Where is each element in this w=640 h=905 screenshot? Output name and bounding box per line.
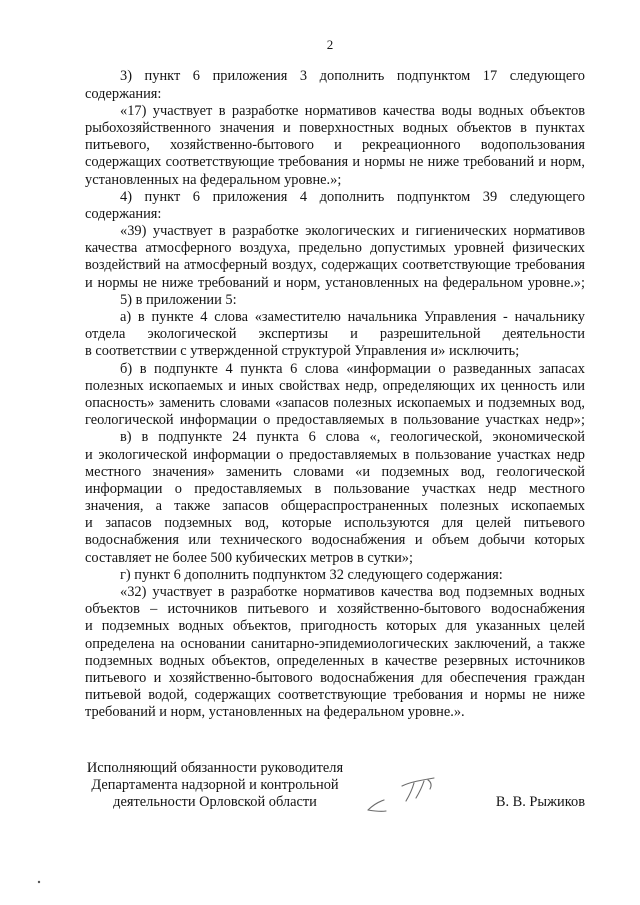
text-line: полезных ископаемых и иных свойствах недр, определяющих их ценность или bbox=[85, 377, 585, 394]
text-line: подземных водных объектов, определенных в качестве резервных источников bbox=[85, 652, 585, 669]
paragraph-item-4 bbox=[85, 189, 585, 223]
text-line: г) пункт 6 дополнить подпунктом 32 следующего содержания: bbox=[120, 566, 503, 583]
text-line: установленных на федеральном уровне.»; bbox=[85, 171, 342, 188]
text-line: содержащих соответствующие требования и нормы не ниже требований и норм, bbox=[85, 154, 585, 171]
text-line: качества атмосферного воздуха, предельно допустимых уровней физических bbox=[85, 240, 585, 257]
text-line: в соответствии с утвержденной структурой Управления и» исключить; bbox=[85, 343, 520, 360]
text-line: «32) участвует в разработке нормативов качества вод подземных водных bbox=[120, 584, 585, 601]
paragraph-subitem-g bbox=[85, 567, 585, 584]
signatory-position-line: Исполняющий обязанности руководителя bbox=[86, 759, 344, 776]
text-line: и экологической информации о предоставляемых в пользование участках недр bbox=[85, 446, 585, 463]
text-line: в) в подпункте 24 пункта 6 слова «, геологической, экономической bbox=[120, 429, 585, 446]
paragraph-subitem-17 bbox=[85, 103, 585, 189]
text-line: и нормы не ниже требований и норм, установленных на федеральном уровне.»; bbox=[85, 274, 585, 291]
text-line: и подземных водных объектов, пригодность которых для указанных целей bbox=[85, 618, 585, 635]
page-number: 2 bbox=[326, 37, 334, 52]
text-line: 5) в приложении 5: bbox=[120, 291, 237, 308]
paragraph-subitem-39 bbox=[85, 223, 585, 292]
text-line: содержания: bbox=[85, 205, 162, 222]
text-line: составляет не более 500 кубических метров в сутки»; bbox=[85, 549, 413, 566]
paragraph-subitem-a bbox=[85, 309, 585, 361]
text-line: требований и норм, установленных на федеральном уровне.». bbox=[85, 704, 465, 721]
paragraph-item-5 bbox=[85, 292, 585, 309]
text-line: геологической информации о предоставляемых в пользование участках недр»; bbox=[85, 412, 585, 429]
text-line: а) в пункте 4 слова «заместителю начальника Управления - начальнику bbox=[120, 309, 585, 326]
text-line: определена на основании санитарно-эпидемиологических заключений, а также bbox=[85, 635, 585, 652]
paragraph-subitem-v bbox=[85, 429, 585, 567]
signatory-name: В. В. Рыжиков bbox=[495, 793, 585, 810]
signatory-position-line: Департамента надзорной и контрольной bbox=[91, 776, 339, 793]
text-line: 3) пункт 6 приложения 3 дополнить подпунктом 17 следующего bbox=[120, 68, 585, 85]
text-line: информации о предоставляемых в пользование участках недр местного bbox=[85, 480, 585, 497]
text-line: питьевой водой, содержащих соответствующие требования и нормы не ниже bbox=[85, 687, 585, 704]
signatory-position bbox=[70, 760, 360, 811]
signatory-position-line: деятельности Орловской области bbox=[113, 793, 317, 810]
text-line: питьевого и хозяйственно-бытового водоснабжения для обеспечения граждан bbox=[85, 669, 585, 686]
document-body bbox=[85, 68, 585, 721]
text-line: объектов – источников питьевого и хозяйственно-бытового водоснабжения bbox=[85, 601, 585, 618]
text-line: рыбохозяйственного значения и поверхностных водных объектов в пунктах bbox=[85, 119, 585, 136]
scan-dot bbox=[37, 880, 41, 884]
text-line: отдела экологической экспертизы и разрешительной деятельности bbox=[85, 326, 585, 343]
text-line: и запасов подземных вод, которые используются для целей питьевого bbox=[85, 515, 585, 532]
text-line: водоснабжения или технического водоснабжения и объем добычи которых bbox=[85, 532, 585, 549]
text-line: 4) пункт 6 приложения 4 дополнить подпунктом 39 следующего bbox=[120, 188, 585, 205]
text-line: содержания: bbox=[85, 85, 162, 102]
text-line: значения, а также запасов общераспространенных полезных ископаемых bbox=[85, 498, 585, 515]
text-line: «17) участвует в разработке нормативов качества воды водных объектов bbox=[120, 102, 585, 119]
text-line: воздействий на атмосферный воздух, содержащих соответствующие требования bbox=[85, 257, 585, 274]
paragraph-subitem-b bbox=[85, 361, 585, 430]
text-line: опасность» заменить словами «запасов полезных ископаемых и подземных вод, bbox=[85, 394, 585, 411]
paragraph-item-3 bbox=[85, 68, 585, 102]
text-line: «39) участвует в разработке экологических и гигиенических нормативов bbox=[120, 223, 585, 240]
text-line: б) в подпункте 4 пункта 6 слова «информации о разведанных запасах bbox=[120, 360, 585, 377]
paragraph-subitem-32 bbox=[85, 584, 585, 722]
text-line: местного значения» заменить словами «и подземных вод, геологической bbox=[85, 463, 585, 480]
text-line: питьевого, хозяйственно-бытового и рекреационного водопользования bbox=[85, 137, 585, 154]
